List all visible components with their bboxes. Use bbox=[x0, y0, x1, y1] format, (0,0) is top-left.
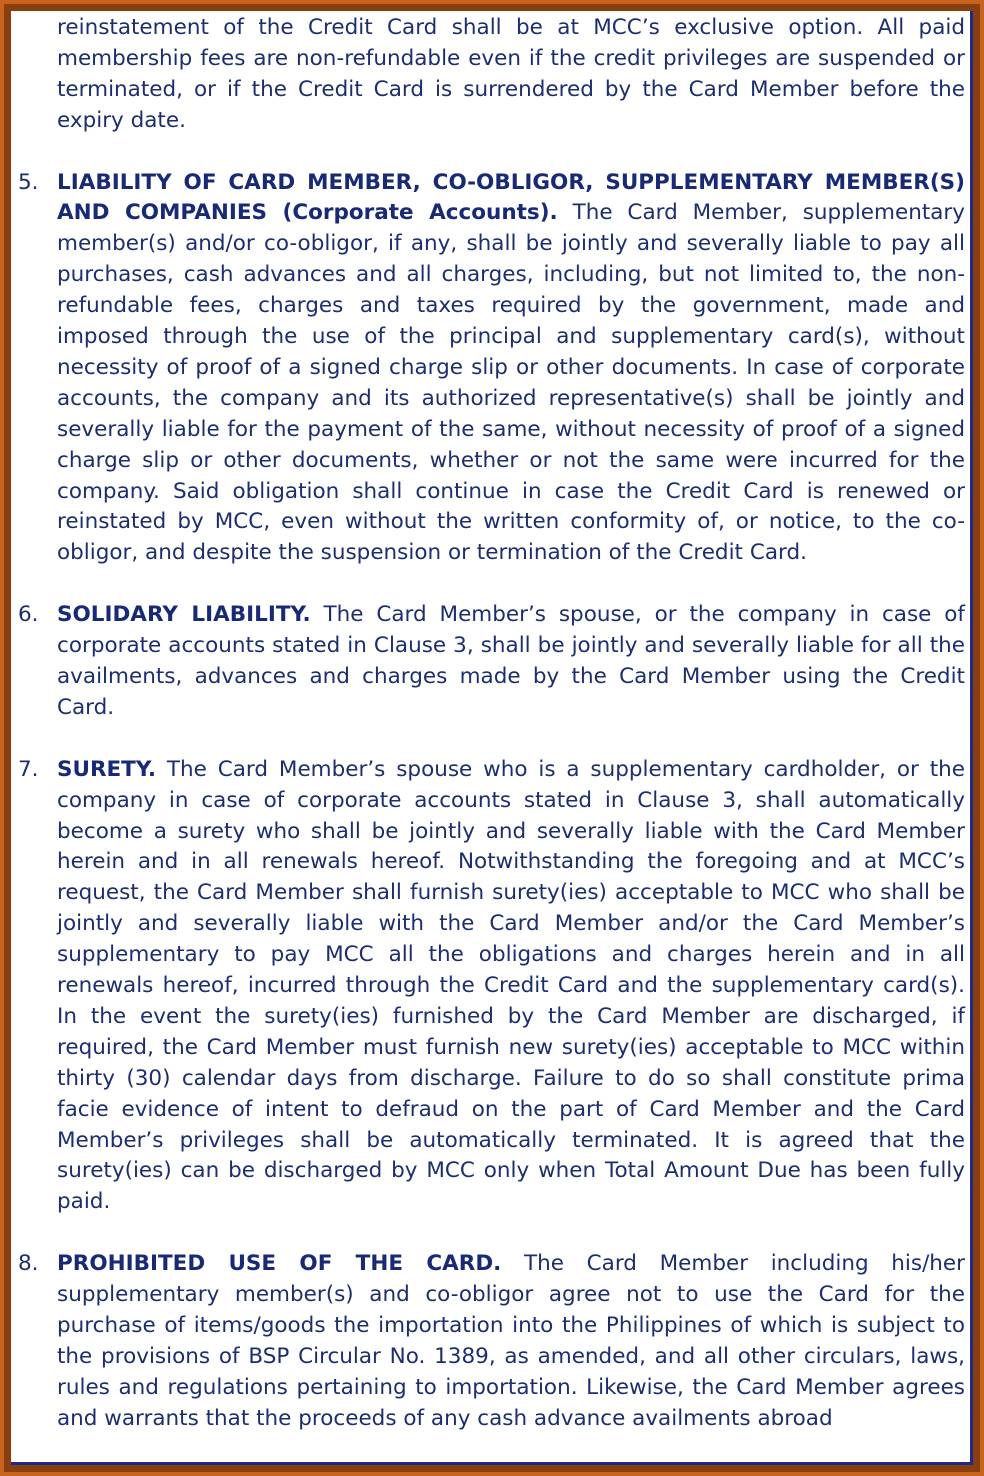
intro-paragraph bbox=[18, 13, 965, 137]
clause-5 bbox=[18, 168, 965, 570]
clause-heading: PROHIBITED USE OF THE CARD. bbox=[57, 1251, 502, 1277]
clause-number: 8. bbox=[18, 1251, 39, 1277]
clause-body: The Card Member, supplementary member(s) and/or co-obligor, if any, shall be jointly and severally liable to pay all purchases, cash advances and all charges, including, but not limited to, the non-refundable fees, charges and taxes required by the government, made and imposed through the use of the principal and supplementary card(s), without necessity of proof of a signed charge slip or other documents. In case of corporate accounts, the company and its authorized representative(s) shall be jointly and severally liable for the payment of the same, without necessity of proof of a signed charge slip or other documents, whether or not the same were incurred for the company. Said obligation shall continue in case the Credit Card is renewed or reinstated by MCC, even without the written conformity of, or notice, to the co-obligor, and despite the suspension or termination of the Credit Card. bbox=[57, 200, 965, 566]
clause-heading: SURETY. bbox=[57, 756, 157, 782]
clause-number: 5. bbox=[18, 169, 39, 195]
intro-text: reinstatement of the Credit Card shall be at MCC’s exclusive option. All paid membership fees are non-refundable even if the credit privileges are suspended or terminated, or if the Credit Card is surrendered by the Card Member before the expiry date. bbox=[57, 15, 965, 133]
page-frame bbox=[4, 4, 980, 1472]
clause-number: 6. bbox=[18, 602, 39, 628]
clause-body: The Card Member’s spouse, or the company in case of corporate accounts stated in Clause 3, shall be jointly and severally liable for all the availments, advances and charges made by the Card Member using the Credit Card. bbox=[57, 602, 965, 720]
clause-body: The Card Member’s spouse who is a supplementary cardholder, or the company in case of corporate accounts stated in Clause 3, shall automatically become a surety who shall be jointly and severally liable with the Card Member herein and in all renewals hereof. Notwithstanding the foregoing and at MCC’s request, the Card Member shall furnish surety(ies) acceptable to MCC who shall be jointly and severally liable with the Card Member and/or the Card Member’s supplementary to pay MCC all the obligations and charges herein and in all renewals hereof, incurred through the Credit Card and the supplementary card(s). In the event the surety(ies) furnished by the Card Member are discharged, if required, the Card Member must furnish new surety(ies) acceptable to MCC within thirty (30) calendar days from discharge. Failure to do so shall constitute prima facie evidence of intent to defraud on the part of Card Member and the Card Member’s privileges shall be automatically terminated. It is agreed that the surety(ies) can be discharged by MCC only when Total Amount Due has been fully paid. bbox=[57, 756, 965, 1215]
clause-6 bbox=[18, 600, 965, 724]
clause-7 bbox=[18, 755, 965, 1219]
document-body bbox=[11, 11, 970, 1435]
page-content-area bbox=[11, 11, 973, 1465]
clause-heading: SOLIDARY LIABILITY. bbox=[57, 602, 311, 628]
clause-body: The Card Member including his/her supplementary member(s) and co-obligor agree not to use the Card for the purchase of items/goods the importation into the Philippines of which is subject to the provisions of BSP Circular No. 1389, as amended, and all other circulars, laws, rules and regulations pertaining to importation. Likewise, the Card Member agrees and warrants that the proceeds of any cash advance availments abroad bbox=[57, 1251, 966, 1431]
clause-8 bbox=[18, 1249, 965, 1434]
clause-heading: LIABILITY OF CARD MEMBER, CO-OBLIGOR, SUPPLEMENTARY MEMBER(S) AND COMPANIES (Corporate Accounts). bbox=[57, 169, 965, 226]
clause-number: 7. bbox=[18, 756, 39, 782]
